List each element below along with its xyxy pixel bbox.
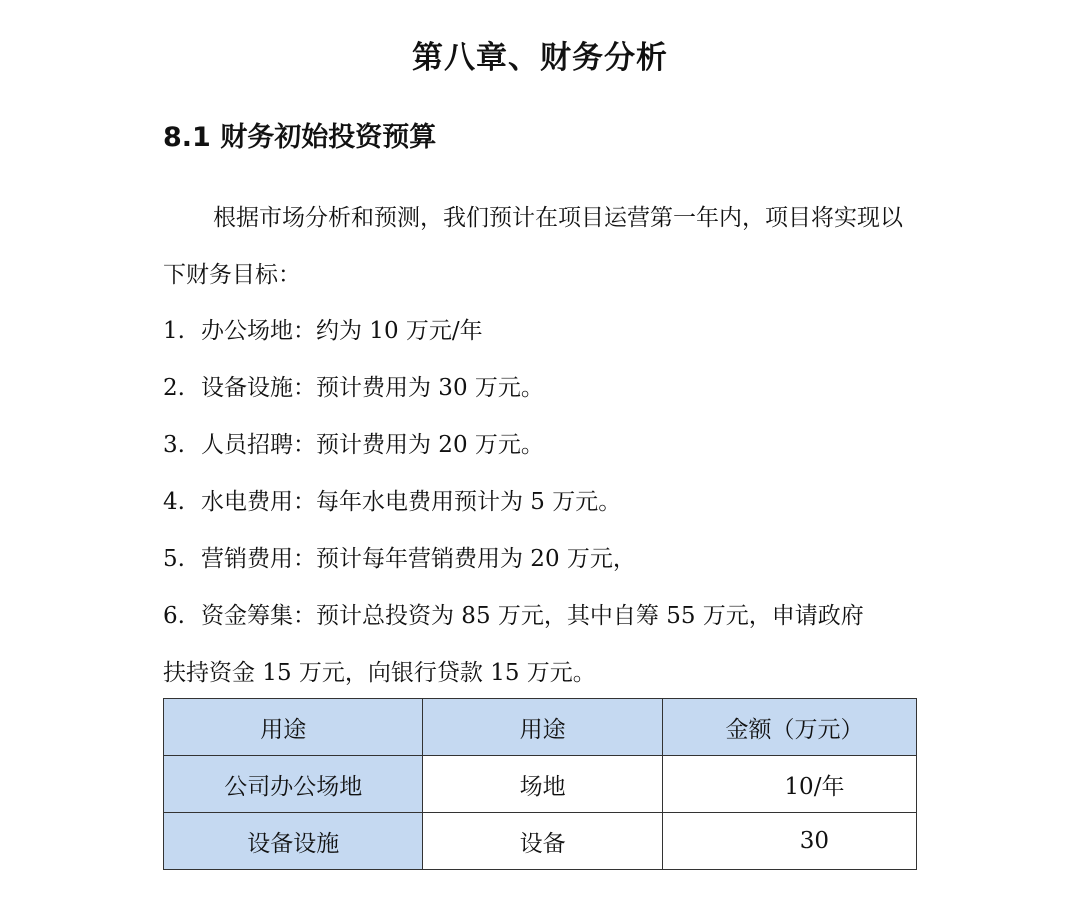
list-item-number: 1.	[163, 318, 185, 344]
list-item	[163, 531, 636, 588]
table-cell: 场地	[423, 756, 662, 813]
table-row	[164, 813, 917, 870]
table-cell: 10/年	[662, 756, 916, 813]
list-item	[163, 303, 483, 360]
list-item-text: 办公场地：约为 10 万元/年	[201, 318, 483, 344]
list-item-number: 5.	[163, 546, 185, 572]
chapter-title: 第八章、财务分析	[412, 40, 668, 76]
list-item-text: 营销费用：预计每年营销费用为 20 万元，	[201, 546, 636, 572]
list-item-continuation: 扶持资金 15 万元，向银行贷款 15 万元。	[163, 660, 596, 686]
table-cell: 公司办公场地	[164, 756, 423, 813]
table-header-cell: 用途	[164, 699, 423, 756]
list-item-text: 人员招聘：预计费用为 20 万元。	[201, 432, 544, 458]
list-item-text: 水电费用：每年水电费用预计为 5 万元。	[201, 489, 622, 515]
table-cell: 设备	[423, 813, 662, 870]
list-item	[163, 360, 544, 417]
table-cell: 30	[662, 813, 916, 870]
list-item-number: 2.	[163, 375, 185, 401]
list-item-number: 4.	[163, 489, 185, 515]
section-title: 8.1 财务初始投资预算	[163, 122, 437, 153]
intro-paragraph: 根据市场分析和预测，我们预计在项目运营第一年内，项目将实现以下财务目标：	[163, 205, 903, 288]
budget-table	[163, 698, 917, 870]
table-cell: 设备设施	[164, 813, 423, 870]
list-item	[163, 588, 864, 645]
list-item-text: 设备设施：预计费用为 30 万元。	[201, 375, 544, 401]
list-item-text: 资金筹集：预计总投资为 85 万元，其中自筹 55 万元，申请政府	[201, 603, 864, 629]
table-header-cell: 用途	[423, 699, 662, 756]
list-item-number: 3.	[163, 432, 185, 458]
table-row	[164, 756, 917, 813]
table-header-cell: 金额（万元）	[662, 699, 916, 756]
table-header-row	[164, 699, 917, 756]
list-item	[163, 417, 544, 474]
list-item-number: 6.	[163, 603, 185, 629]
list-item	[163, 474, 621, 531]
